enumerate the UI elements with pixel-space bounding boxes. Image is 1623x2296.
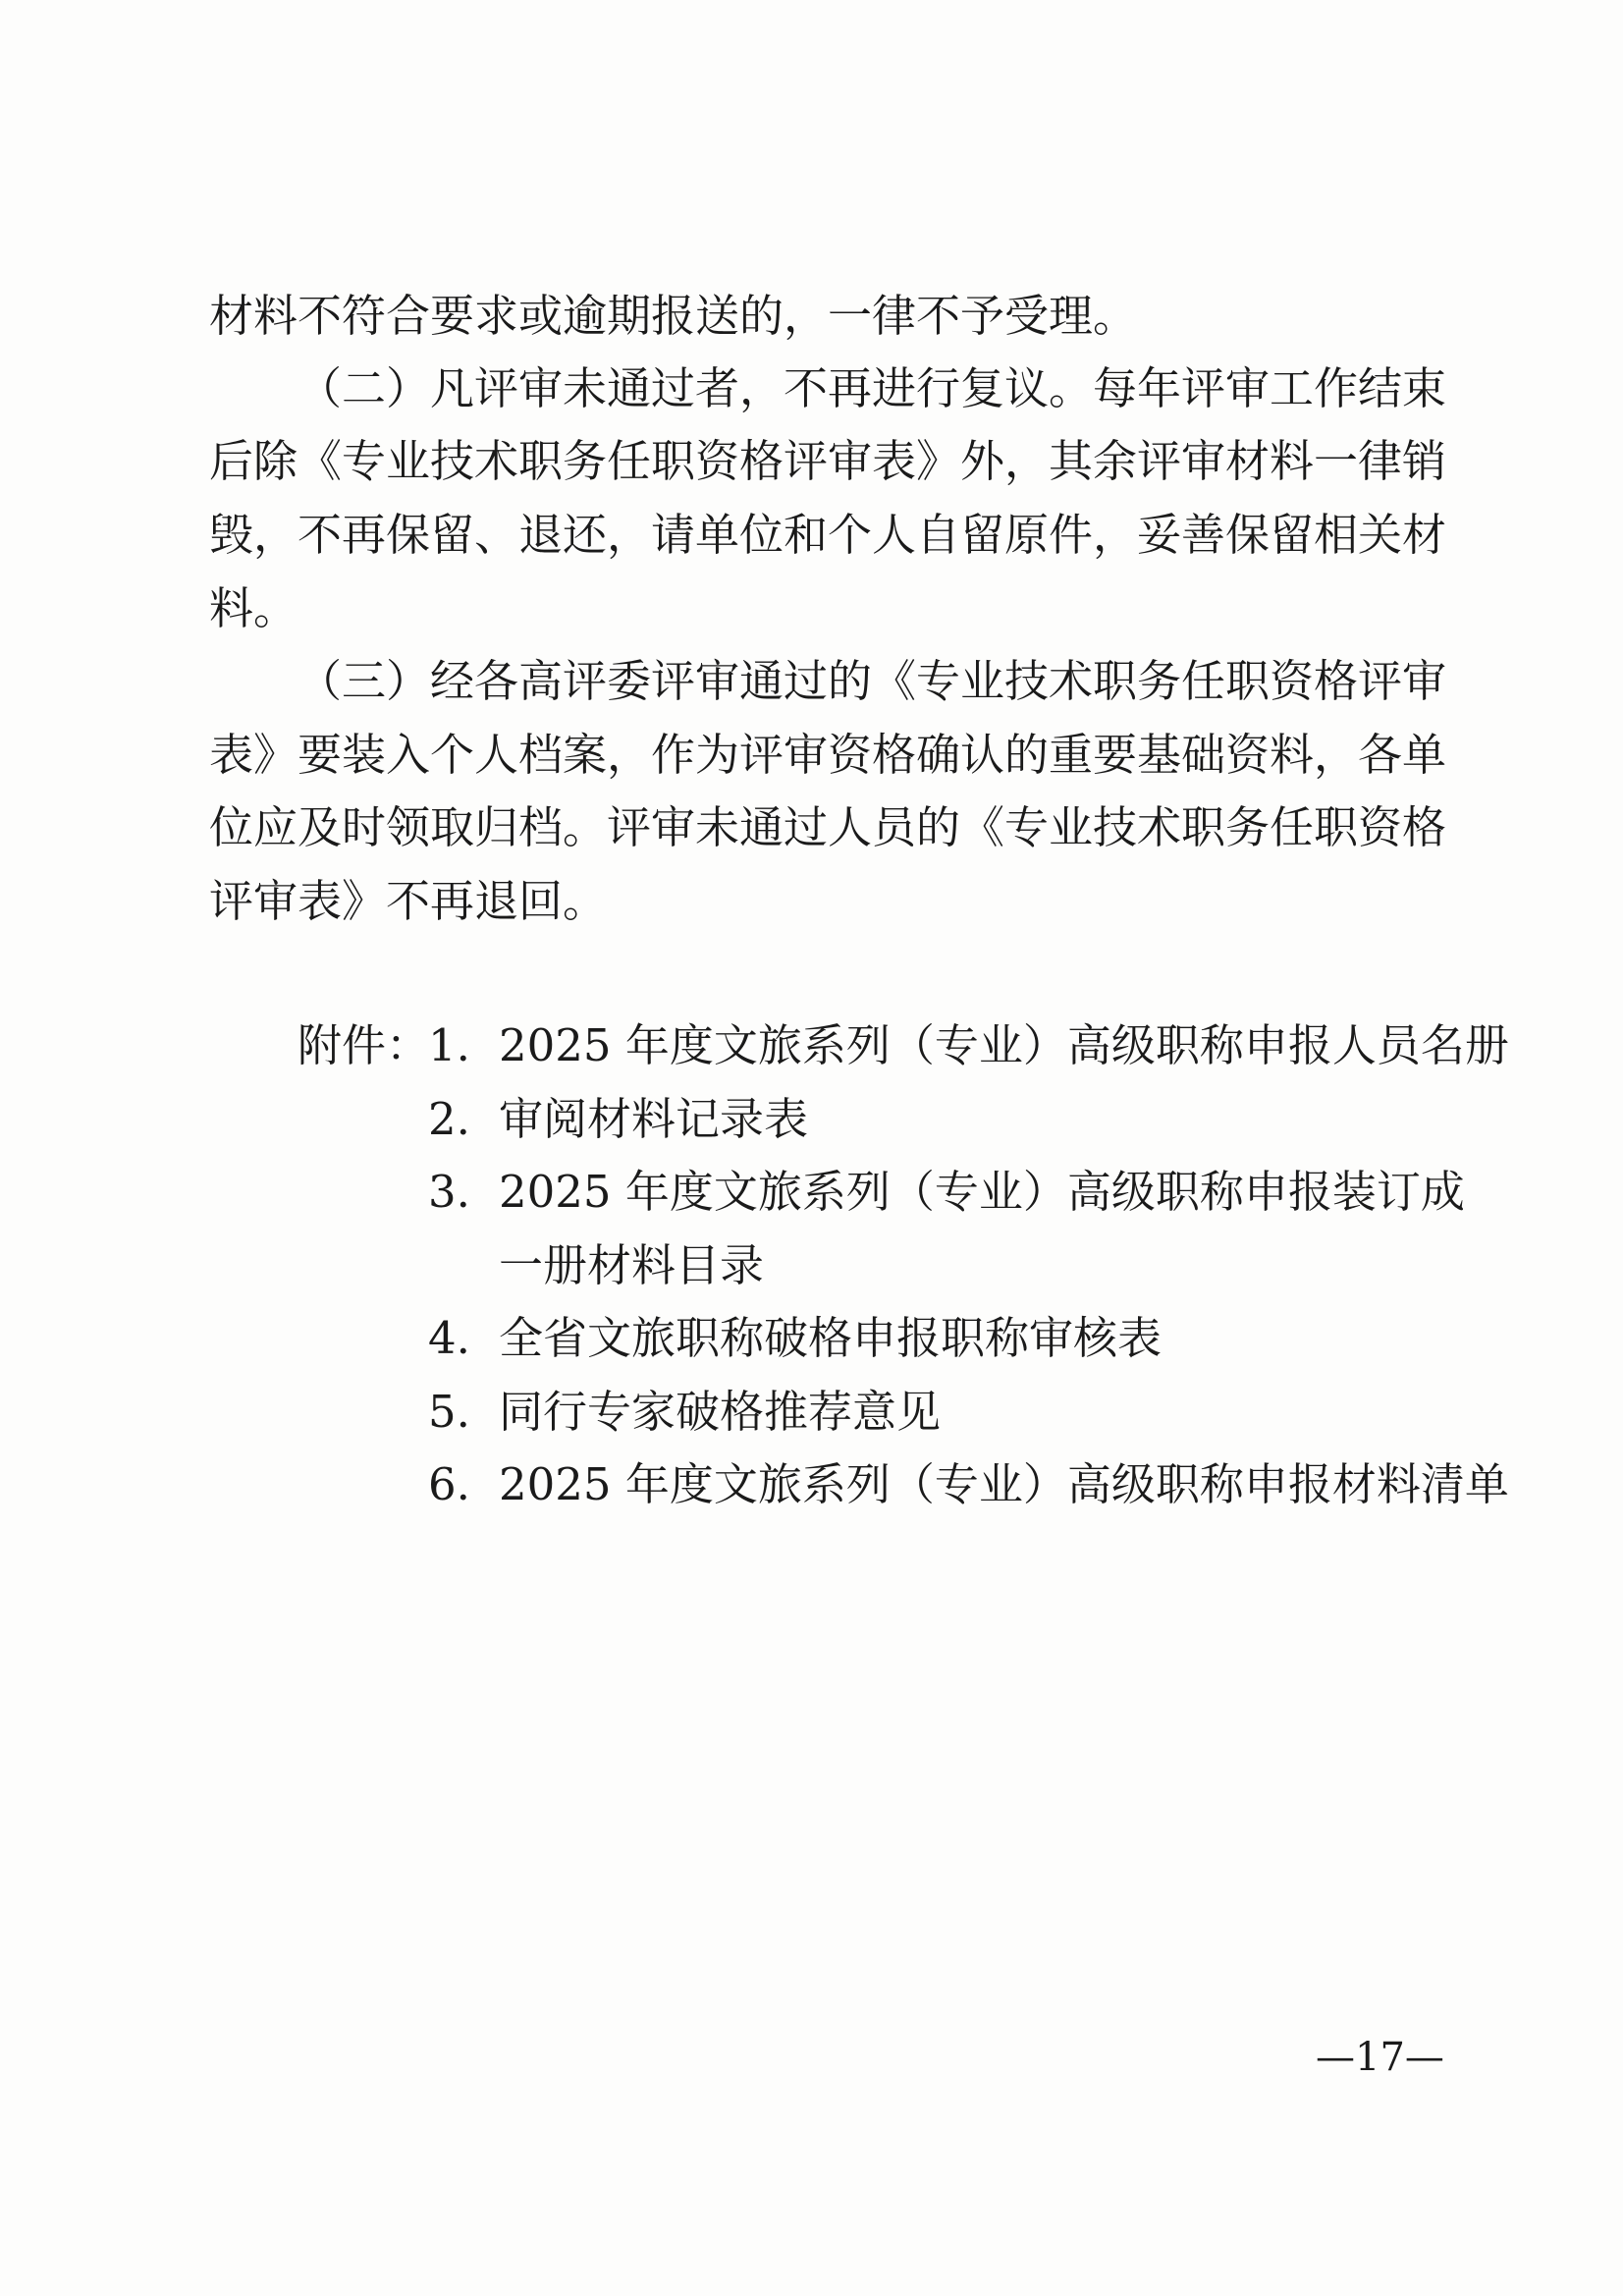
attachment-number: 5.: [428, 1386, 470, 1438]
paragraph-line: 评审表》不再退回。: [209, 875, 608, 927]
attachment-number: 2.: [428, 1093, 470, 1145]
attachment-number: 1.: [428, 1019, 470, 1071]
page-number: —17—: [1316, 2035, 1444, 2080]
attachment-title: 审阅材料记录表: [499, 1093, 809, 1145]
attachment-title: 2025 年度文旅系列（专业）高级职称申报材料清单: [499, 1458, 1509, 1510]
attachment-title: 同行专家破格推荐意见: [499, 1386, 942, 1438]
attachment-number: 6.: [428, 1458, 470, 1510]
paragraph-line: （三）经各高评委评审通过的《专业技术职务任职资格评审: [298, 655, 1447, 707]
paragraph-line: 表》要装入个人档案，作为评审资格确认的重要基础资料，各单: [209, 729, 1447, 781]
paragraph-line: 毁，不再保留、退还，请单位和个人自留原件，妥善保留相关材: [209, 509, 1447, 561]
attachment-title: 2025 年度文旅系列（专业）高级职称申报装订成: [499, 1166, 1465, 1218]
attachment-title: 全省文旅职称破格申报职称审核表: [499, 1312, 1163, 1364]
attachment-number: 3.: [428, 1166, 470, 1218]
attachment-title-continued: 一册材料目录: [499, 1239, 765, 1291]
paragraph-line: 材料不符合要求或逾期报送的，一律不予受理。: [209, 290, 1138, 342]
paragraph-line: 料。: [209, 582, 298, 634]
paragraph-line: 位应及时领取归档。评审未通过人员的《专业技术职务任职资格: [209, 801, 1447, 853]
attachment-title: 2025 年度文旅系列（专业）高级职称申报人员名册: [499, 1019, 1509, 1071]
paragraph-line: 后除《专业技术职务任职资格评审表》外，其余评审材料一律销: [209, 435, 1447, 487]
attachments-label: 附件：: [298, 1019, 431, 1071]
attachment-number: 4.: [428, 1312, 470, 1364]
paragraph-line: （二）凡评审未通过者，不再进行复议。每年评审工作结束: [298, 362, 1447, 414]
